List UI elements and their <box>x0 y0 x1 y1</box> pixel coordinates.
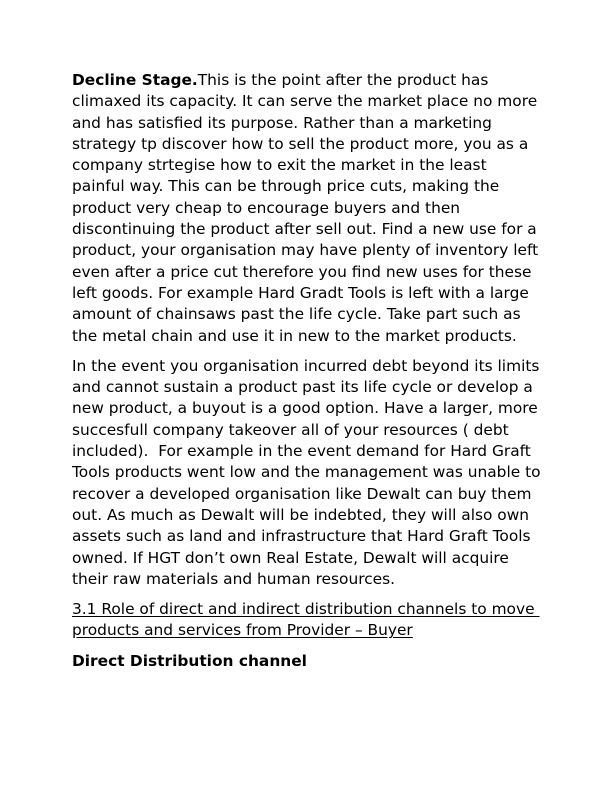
decline-stage-heading: Decline Stage. <box>72 71 198 89</box>
section-heading-distribution: 3.1 Role of direct and indirect distribution channels to move products and services from Provider – Buyer <box>72 600 540 640</box>
buyout-paragraph: In the event you organisation incurred debt beyond its limits and cannot sustain a product past its life cycle or develop a new product, a buyout is a good option. Have a larger, more succesfull company takeover all of your resources ( debt included). For example in the event demand for Hard Graft Tools products went low and the management was unable to recover a developed organisation like Dewalt can buy them out. As much as Dewalt will be indebted, they will also own assets such as land and infrastructure that Hard Graft Tools owned. If HGT don’t own Real Estate, Dewalt will acquire their raw materials and human resources. <box>72 356 546 588</box>
direct-distribution-heading: Direct Distribution channel <box>72 651 307 670</box>
decline-stage-paragraph <box>72 70 542 347</box>
document-body <box>72 70 546 672</box>
decline-stage-text: This is the point after the product has climaxed its capacity. It can serve the market place no more and has satisfied its purpose. Rather than a marketing strategy tp discover how to sell the product more, you as a company strtegise how to exit the market in the least painful way. This can be through price cuts, making the product very cheap to encourage buyers and then discontinuing the product after sell out. Find a new use for a product, your organisation may have plenty of inventory left even after a price cut therefore you find new uses for these left goods. For example Hard Gradt Tools is left with a large amount of chainsaws past the life cycle. Take part such as the metal chain and use it in new to the market products. <box>72 71 544 345</box>
